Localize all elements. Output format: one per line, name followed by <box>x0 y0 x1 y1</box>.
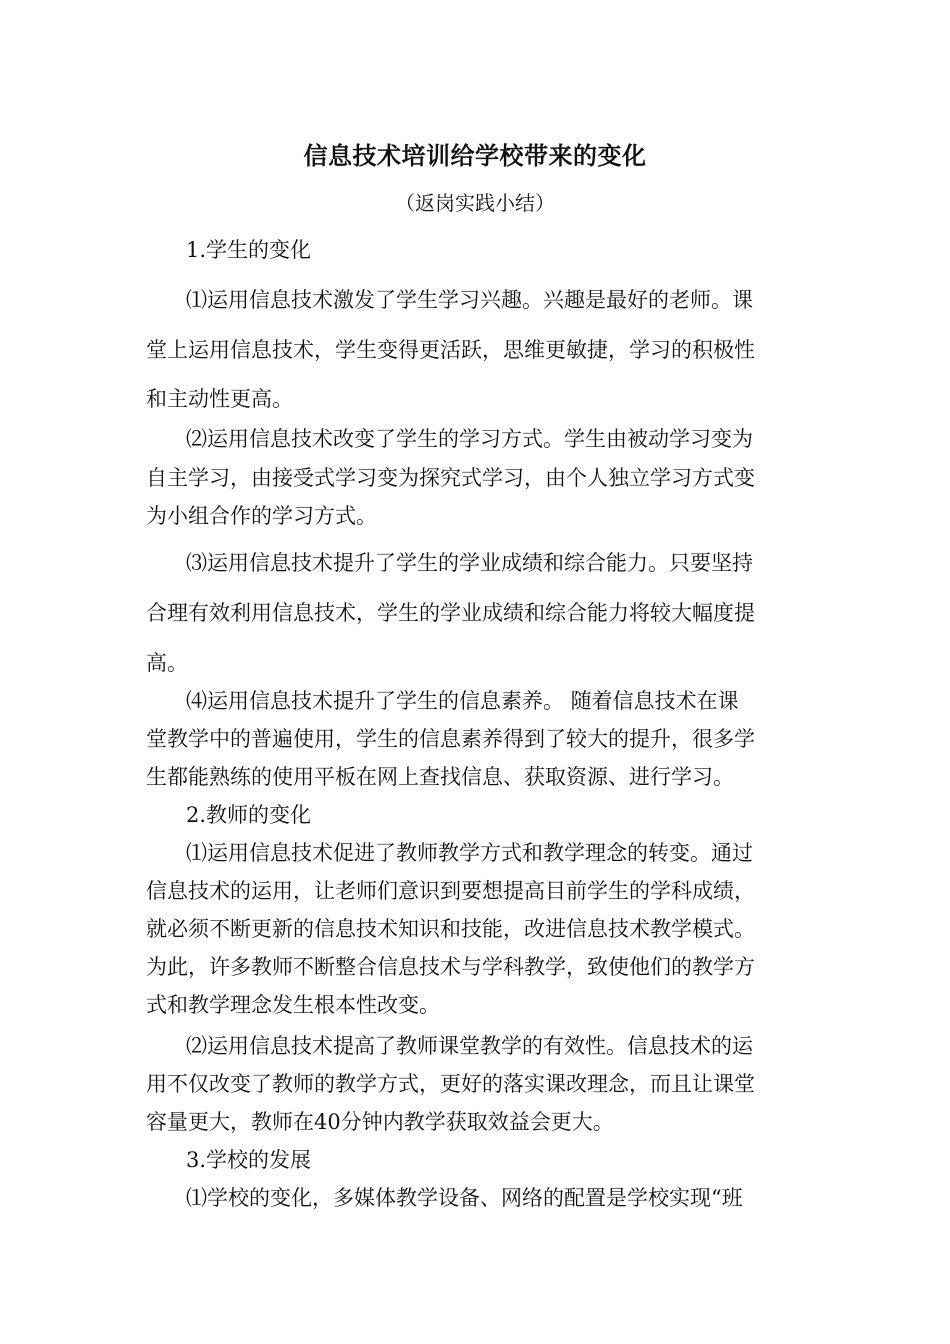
paragraph-line: ⑴运用信息技术激发了学生学习兴趣。兴趣是最好的老师。课 <box>186 288 753 312</box>
paragraph-line: ⑴学校的变化，多媒体教学设备、网络的配置是学校实现“班 <box>186 1186 743 1210</box>
paragraph-line: 堂上运用信息技术，学生变得更活跃，思维更敏捷，学习的积极性 <box>146 338 755 362</box>
paragraph-line: 式和教学理念发生根本性改变。 <box>146 993 440 1017</box>
paragraph-line: ⑵运用信息技术改变了学生的学习方式。学生由被动学习变为 <box>186 427 753 451</box>
paragraph-line: 堂教学中的普遍使用，学生的信息素养得到了较大的提升，很多学 <box>146 727 755 751</box>
section-heading-teachers: 2.教师的变化 <box>186 803 312 827</box>
paragraph-line: 和主动性更高。 <box>146 387 293 411</box>
page-subtitle: （返岗实践小结） <box>395 191 555 215</box>
paragraph-line: 合理有效利用信息技术，学生的学业成绩和综合能力将较大幅度提 <box>146 601 755 625</box>
paragraph-line: ⑴运用信息技术促进了教师教学方式和教学理念的转变。通过 <box>186 841 753 865</box>
paragraph-line: 容量更大，教师在40分钟内教学获取效益会更大。 <box>146 1110 614 1134</box>
paragraph-line: 为此，许多教师不断整合信息技术与学科教学，致使他们的教学方 <box>146 955 755 979</box>
section-heading-school: 3.学校的发展 <box>186 1148 312 1172</box>
paragraph-line: 就必须不断更新的信息技术知识和技能，改进信息技术教学模式。 <box>146 917 755 941</box>
section-heading-students: 1.学生的变化 <box>186 238 312 262</box>
paragraph-line: 生都能熟练的使用平板在网上查找信息、获取资源、进行学习。 <box>146 765 734 789</box>
paragraph-line: 自主学习，由接受式学习变为探究式学习，由个人独立学习方式变 <box>146 466 755 490</box>
paragraph-line: ⑵运用信息技术提高了教师课堂教学的有效性。信息技术的运 <box>186 1034 753 1058</box>
paragraph-line: 信息技术的运用，让老师们意识到要想提高目前学生的学科成绩， <box>146 879 755 903</box>
page-title: 信息技术培训给学校带来的变化 <box>303 141 647 170</box>
paragraph-line: ⑷运用信息技术提升了学生的信息素养。 随着信息技术在课 <box>186 689 739 713</box>
paragraph-line: 高。 <box>146 651 188 675</box>
paragraph-line: 用不仅改变了教师的教学方式，更好的落实课改理念，而且让课堂 <box>146 1072 755 1096</box>
paragraph-line: ⑶运用信息技术提升了学生的学业成绩和综合能力。只要坚持 <box>186 551 753 575</box>
paragraph-line: 为小组合作的学习方式。 <box>146 504 377 528</box>
